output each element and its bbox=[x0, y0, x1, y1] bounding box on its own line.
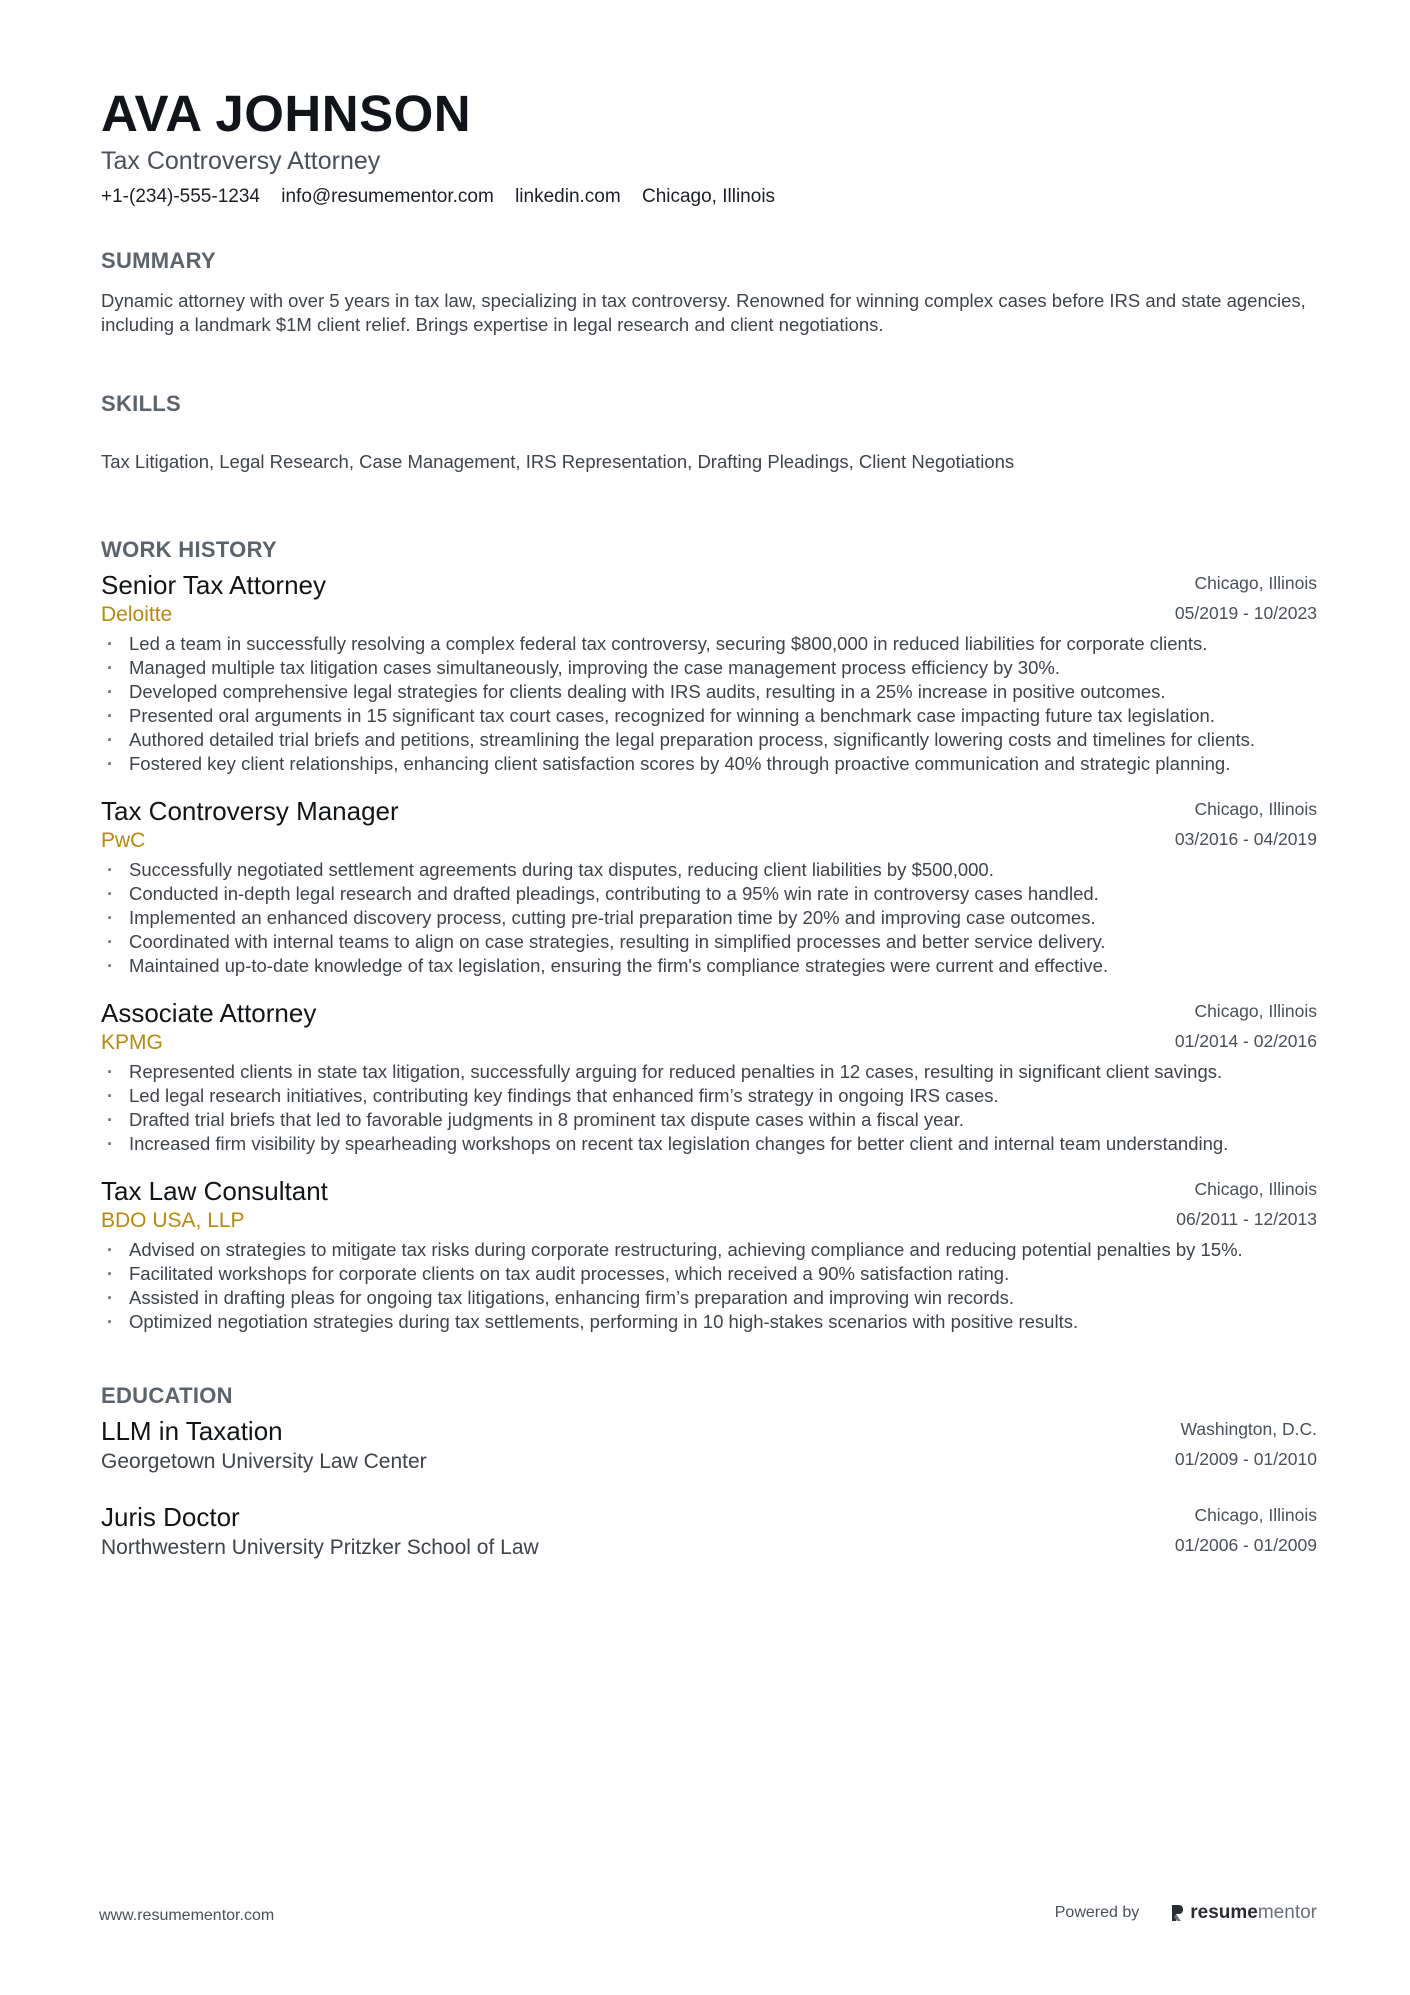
resume-header bbox=[101, 82, 1317, 210]
list-item: · Successfully negotiated settlement agreements during tax disputes, reducing client liabilities by $500,000. bbox=[101, 858, 1317, 882]
job-bullets bbox=[101, 1060, 1317, 1156]
list-item: · Maintained up-to-date knowledge of tax legislation, ensuring the firm's compliance strategies were current and effective. bbox=[101, 954, 1317, 978]
list-item: · Developed comprehensive legal strategies for clients dealing with IRS audits, resulting in a 25% increase in positive outcomes. bbox=[101, 680, 1317, 704]
contact-linkedin: linkedin.com bbox=[515, 186, 621, 207]
contact-phone: +1-(234)-555-1234 bbox=[101, 186, 260, 207]
summary-text: Dynamic attorney with over 5 years in tax law, specializing in tax controversy. Renowned for winning complex cases before IRS and state agencies, including a landmark $1M client relief. Brings expertise in legal research and client negotiations. bbox=[101, 290, 1306, 335]
work-history-section bbox=[101, 536, 1317, 1334]
job-entry bbox=[101, 1174, 1317, 1334]
job-location: Chicago, Illinois bbox=[1194, 1001, 1317, 1021]
job-title: Associate Attorney bbox=[101, 998, 317, 1028]
skills-section bbox=[101, 390, 1317, 474]
list-item: · Led legal research initiatives, contributing key findings that enhanced firm’s strategy in ongoing IRS cases. bbox=[101, 1084, 1317, 1108]
education-section bbox=[101, 1382, 1317, 1562]
job-dates: 03/2016 - 04/2019 bbox=[1174, 829, 1317, 849]
job-dates: 05/2019 - 10/2023 bbox=[1174, 603, 1317, 623]
resume-page bbox=[101, 82, 1317, 1562]
education-entry bbox=[101, 1500, 1317, 1562]
list-item: · Conducted in-depth legal research and drafted pleadings, contributing to a 95% win rate in controversy cases handled. bbox=[101, 882, 1317, 906]
work-history-heading: WORK HISTORY bbox=[101, 537, 277, 562]
contact-line bbox=[101, 184, 1317, 210]
logo-text-bold: resume bbox=[1190, 1902, 1258, 1923]
summary-heading: SUMMARY bbox=[101, 248, 216, 273]
skills-text: Tax Litigation, Legal Research, Case Management, IRS Representation, Drafting Pleadings, Client Negotiations bbox=[101, 451, 1015, 472]
footer-url-link[interactable]: www.resumementor.com bbox=[99, 1907, 275, 1924]
job-location: Chicago, Illinois bbox=[1194, 573, 1317, 593]
list-item: · Optimized negotiation strategies during tax settlements, performing in 10 high-stakes scenarios with positive results. bbox=[101, 1310, 1317, 1334]
list-item: · Fostered key client relationships, enhancing client satisfaction scores by 40% through proactive communication and strategic planning. bbox=[101, 752, 1317, 776]
job-company: PwC bbox=[101, 829, 146, 852]
contact-location: Chicago, Illinois bbox=[641, 186, 776, 207]
list-item: · Drafted trial briefs that led to favorable judgments in 8 prominent tax dispute cases within a fiscal year. bbox=[101, 1108, 1317, 1132]
job-entry bbox=[101, 794, 1317, 978]
powered-by-label: Powered by bbox=[1054, 1904, 1140, 1921]
job-entry bbox=[101, 996, 1317, 1156]
job-company: Deloitte bbox=[101, 603, 173, 626]
education-heading: EDUCATION bbox=[101, 1383, 233, 1408]
education-location: Chicago, Illinois bbox=[1194, 1505, 1317, 1525]
degree-title: Juris Doctor bbox=[101, 1502, 240, 1532]
summary-section bbox=[101, 247, 1317, 337]
list-item: · Managed multiple tax litigation cases simultaneously, improving the case management process efficiency by 30%. bbox=[101, 656, 1317, 680]
education-entry bbox=[101, 1414, 1317, 1476]
list-item: · Represented clients in state tax litigation, successfully arguing for reduced penalties in 12 cases, resulting in significant client savings. bbox=[101, 1060, 1317, 1084]
list-item: · Facilitated workshops for corporate clients on tax audit processes, which received a 90% satisfaction rating. bbox=[101, 1262, 1317, 1286]
candidate-name: AVA JOHNSON bbox=[101, 85, 472, 142]
list-item: · Implemented an enhanced discovery process, cutting pre-trial preparation time by 20% and improving case outcomes. bbox=[101, 906, 1317, 930]
education-location: Washington, D.C. bbox=[1180, 1419, 1317, 1439]
list-item: · Advised on strategies to mitigate tax risks during corporate restructuring, achieving compliance and reducing potential penalties by 15%. bbox=[101, 1238, 1317, 1262]
list-item: · Coordinated with internal teams to align on case strategies, resulting in simplified processes and better service delivery. bbox=[101, 930, 1317, 954]
job-dates: 01/2014 - 02/2016 bbox=[1174, 1031, 1317, 1051]
list-item: · Assisted in drafting pleas for ongoing tax litigations, enhancing firm’s preparation and improving win records. bbox=[101, 1286, 1317, 1310]
job-title: Tax Controversy Manager bbox=[101, 796, 399, 826]
job-location: Chicago, Illinois bbox=[1194, 1179, 1317, 1199]
job-company: KPMG bbox=[101, 1031, 163, 1054]
job-location: Chicago, Illinois bbox=[1194, 799, 1317, 819]
job-dates: 06/2011 - 12/2013 bbox=[1176, 1209, 1317, 1229]
footer-branding bbox=[1055, 1902, 1317, 1924]
list-item: · Presented oral arguments in 15 significant tax court cases, recognized for winning a benchmark case impacting future tax legislation. bbox=[101, 704, 1317, 728]
job-bullets bbox=[101, 1238, 1317, 1334]
school-name: Northwestern University Pritzker School of Law bbox=[101, 1536, 539, 1559]
skills-heading: SKILLS bbox=[101, 391, 182, 416]
list-item: · Authored detailed trial briefs and petitions, streamlining the legal preparation process, significantly lowering costs and timelines for clients. bbox=[101, 728, 1317, 752]
job-entry bbox=[101, 568, 1317, 776]
degree-title: LLM in Taxation bbox=[101, 1416, 283, 1446]
resumementor-logo[interactable] bbox=[1169, 1902, 1317, 1924]
job-title: Tax Law Consultant bbox=[101, 1176, 328, 1206]
education-dates: 01/2006 - 01/2009 bbox=[1174, 1535, 1317, 1555]
candidate-title: Tax Controversy Attorney bbox=[101, 147, 381, 175]
contact-email: info@resumementor.com bbox=[281, 186, 494, 207]
list-item: · Led a team in successfully resolving a complex federal tax controversy, securing $800,000 in reduced liabilities for corporate clients. bbox=[101, 632, 1317, 656]
school-name: Georgetown University Law Center bbox=[101, 1450, 427, 1473]
job-bullets bbox=[101, 632, 1317, 776]
education-dates: 01/2009 - 01/2010 bbox=[1174, 1449, 1317, 1469]
job-company: BDO USA, LLP bbox=[101, 1209, 245, 1232]
job-bullets bbox=[101, 858, 1317, 978]
logo-text-light: mentor bbox=[1257, 1902, 1317, 1923]
job-title: Senior Tax Attorney bbox=[101, 570, 326, 600]
resumementor-logo-icon bbox=[1169, 1903, 1185, 1923]
list-item: · Increased firm visibility by spearheading workshops on recent tax legislation changes for better client and internal team understanding. bbox=[101, 1132, 1317, 1156]
